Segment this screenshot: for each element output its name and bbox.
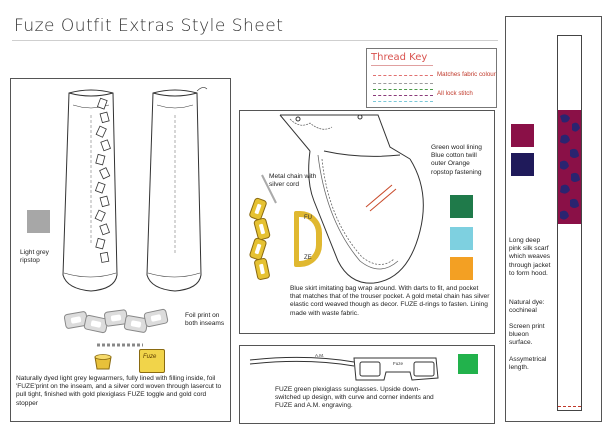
thread-line-5 [373,101,433,102]
page-title: Fuze Outfit Extras Style Sheet [14,16,284,36]
thread-line-4 [373,95,433,96]
toggle-logo-text: Fuze [143,354,157,360]
bag-description: Blue skirt imitating bag wrap around. With darts to fit, and pocket that matches that of the trouser pocket. A gold metal chain has silver elastic cord weaved though as decor. FUZE d-rings to fasten. Lining made with waste fabric. [290,285,490,317]
bag-lining-label: Green wool lining Blue cotton twill outer Orange ropstop fastening [431,144,482,176]
legwarmer-drawing [51,85,221,315]
gold-toggle [139,349,165,373]
thread-line-3 [373,89,433,90]
bag-panel [239,110,495,334]
scarf-stitch-line [558,406,581,407]
scarf-swatch-navy [511,153,534,176]
legwarmer-fabric-swatch [27,210,50,233]
sunglasses-brand: Fuze [393,361,404,366]
title-divider [12,40,498,41]
d-ring-text-top: FU [304,215,312,221]
scarf-description-4: Assymetrical length. [509,356,547,372]
scarf-description-3: Screen print blueon surface. [509,323,545,347]
scarf-description-1: Long deep pink silk scarf which weaves through jacket to form hood. [509,237,551,277]
thread-key-title: Thread Key [371,52,428,63]
metal-chain-illustration [246,173,286,293]
d-ring-text-bottom: ZE [304,255,312,261]
sunglasses-description: FUZE green plexiglass sunglasses. Upside down-switched up design, with curve and corner indents and FUZE and A.M. engraving. [275,386,434,410]
thread-line-1 [373,75,433,76]
legwarmers-panel [10,78,231,422]
scarf-panel [505,16,602,422]
scarf-swatch-pink [511,124,534,147]
sunglasses-drawing [246,350,446,386]
bag-swatch-green [450,195,473,218]
sunglasses-initials: A.M. [315,353,325,358]
scarf-print-band [558,110,581,224]
thread-key-panel [366,48,497,108]
thread-label-1: Matches fabric colour [437,71,496,78]
gold-stopper-icon [91,353,115,371]
scarf-description-2: Natural dye: cochineal [509,299,545,315]
thread-key-rule [371,65,433,66]
scarf-illustration [557,35,582,411]
cord-detail [95,340,145,350]
bag-swatch-orange [450,257,473,280]
metal-chain-label: Metal chain with silver cord [269,173,317,189]
sunglasses-swatch [458,354,478,374]
scarf-print-pattern [558,110,581,224]
thread-line-2 [373,83,433,84]
sunglasses-panel [239,345,495,424]
legwarmer-swatch-label: Light grey ripstop [20,249,49,265]
thread-label-4: All lock stitch [437,90,473,97]
bag-swatch-blue [450,227,473,250]
silver-chain-illustration [61,305,191,339]
foil-print-label: Foil print on both inseams [185,312,225,328]
legwarmers-description: Naturally dyed light grey legwarmers, fully lined with filling inside, foil 'FUZE'print on the inseam, and a silver cord woven through lasercut to pull tight, finished with gold plexiglass FUZE toggle and gold cord stopper [16,375,222,407]
